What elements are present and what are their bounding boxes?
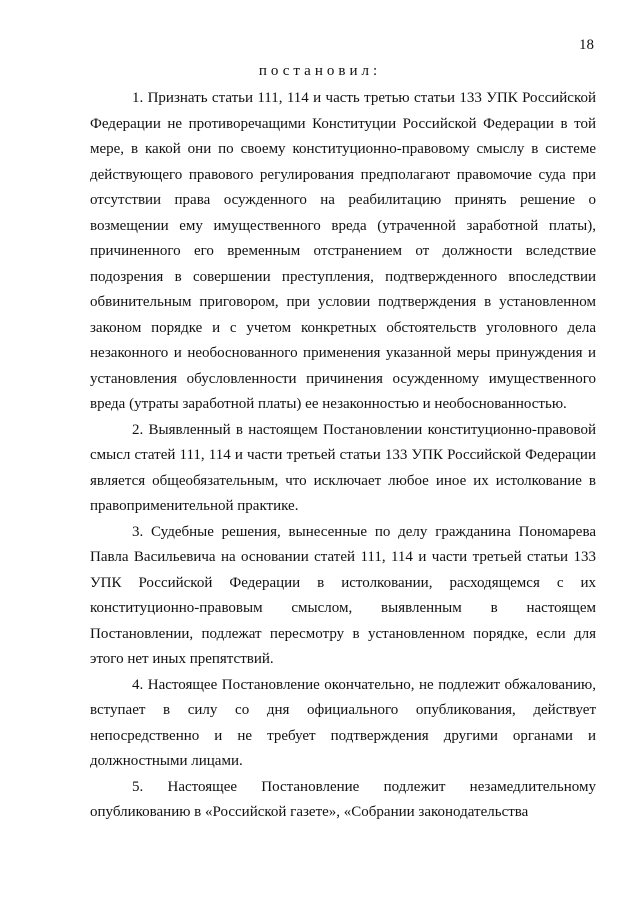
document-body (90, 86, 596, 826)
resolution-heading: постановил: (258, 63, 382, 79)
paragraph-1: 1. Признать статьи 111, 114 и часть третью статьи 133 УПК Российской Федерации не противоречащими Конституции Российской Федерации в той мере, в какой они по своему конституционно-правовому смыслу в системе действующего правового регулирования предполагают правомочие суда при отсутствии права осужденного на реабилитацию принять решение о возмещении ему имущественного вреда (утраченной заработной платы), причиненного его временным отстранением от должности вследствие подозрения в совершении преступления, подтвержденного впоследствии обвинительным приговором, при условии подтверждения в установленном законом порядке и с учетом конкретных обстоятельств уголовного дела незаконного и необоснованного применения указанной меры принуждения и установления обусловленности причинения осужденному имущественного вреда (утраты заработной платы) ее незаконностью и необоснованностью. (90, 90, 596, 412)
page-number: 18 (579, 37, 594, 53)
paragraph-2: 2. Выявленный в настоящем Постановлении конституционно-правовой смысл статей 111, 114 и части третьей статьи 133 УПК Российской Федерации является общеобязательным, что исключает любое иное их истолкование в правоприменительной практике. (90, 421, 596, 514)
paragraph-4: 4. Настоящее Постановление окончательно, не подлежит обжалованию, вступает в силу со дня официального опубликования, действует непосредственно и не требует подтверждения другими органами и должностными лицами. (90, 676, 596, 769)
paragraph-5: 5. Настоящее Постановление подлежит незамедлительному опубликованию в «Российской газете», «Собрании законодательства (90, 778, 596, 820)
paragraph-3: 3. Судебные решения, вынесенные по делу гражданина Пономарева Павла Васильевича на основании статей 111, 114 и части третьей статьи 133 УПК Российской Федерации в истолковании, расходящемся с их конституционно-правовым смыслом, выявленным в настоящем Постановлении, подлежат пересмотру в установленном порядке, если для этого нет иных препятствий. (90, 523, 596, 667)
